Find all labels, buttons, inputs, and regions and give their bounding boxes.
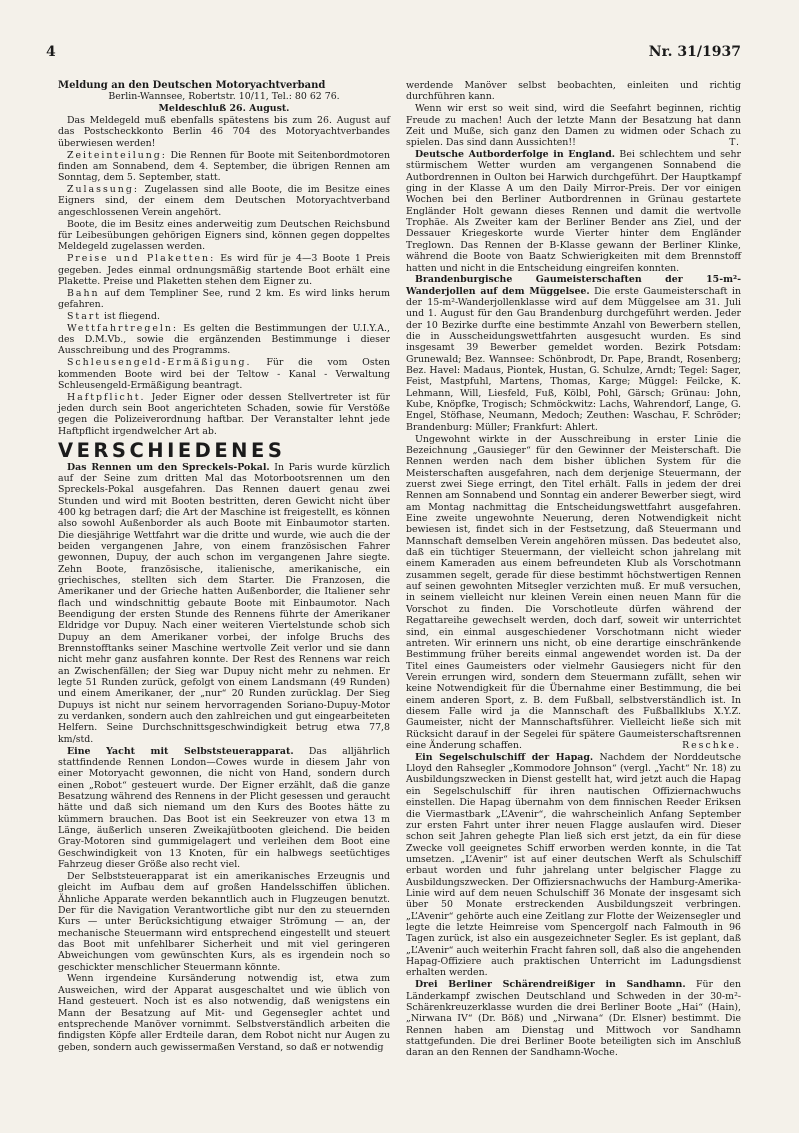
article-sandhamn-title: Drei Berliner Schärendreißiger in Sandhamn.	[415, 979, 686, 991]
signature-t: T.	[729, 137, 741, 149]
article-sandhamn-text: Für den Länderkampf zwischen Deutschland und Schweden in der 30-m²-Schärenkreuzerklasse wurden die drei Berliner Boote „Hai“ (Hain), „Nirwana IV“ (Dr. Böß) und „Nirwana“ (Dr. Elsner) bestimmt. Die Rennen haben am Dienstag und Mittwoch vor Sandhamn stattgefunden. Die drei Berliner Boote beteiligten sich im Anschluß daran an den Rennen der Sandhamn-Woche.	[406, 979, 741, 1059]
text-zeiteinteilung: Die Rennen für Boote mit Seitenbordmotoren finden am Sonnabend, dem 4. September, die übrigen Rennen am Sonntag, dem 5. September, statt.	[58, 149, 390, 184]
text-preise: Es wird für je 4—3 Boote 1 Preis gegeben. Jedes einmal ordnungsmäßig startende Boot erhält eine Plakette. Preise und Plaketten stehen dem Eigner zu.	[58, 253, 391, 287]
label-bahn: Bahn	[67, 287, 100, 299]
label-preise: Preise und Plaketten:	[67, 253, 216, 265]
text-wettfahrtregeln: Es gelten die Bestimmungen der U.I.Y.A., des D.M.Vb., sowie die ergänzenden Bestimmunge i dieser Ausschreibung und des Programms.	[58, 322, 390, 357]
article-autbord	[406, 149, 741, 274]
paragraph-schleusengeld	[58, 357, 390, 391]
issue-number: Nr. 31/1937	[648, 44, 741, 60]
right-column	[406, 80, 741, 1059]
section-heading: VERSCHIEDENES	[58, 439, 286, 463]
label-zulassung: Zulassung:	[67, 184, 139, 196]
article-gaumeister-p2	[406, 434, 741, 752]
article-spreckels-text: In Paris wurde kürzlich auf der Seine zum dritten Mal das Motorbootsrennen um den Spreckels-Pokal ausgefahren. Das Rennen dauert genau zwei Stunden und wird mit Booten bestritten, deren Gewicht nicht über 400 kg betragen darf; die Art der Maschine ist freigestellt, es können also sowohl Außenborder als auch Boote mit Einbaumotor starten. Die diesjährige Wettfahrt war die dritte und wurde, wie auch die der beiden vergangenen Jahre, von einem französischen Fahrer gewonnen, Dupuy, der auch schon im vergangenen Jahre siegte. Zehn Boote, französische, italienische, amerikanische, ein griechisches, stellten sich dem Starter. Die Franzosen, die Amerikaner und der Grieche hatten Außenborder, die Italiener sehr flach und windschnittig gebaute Boote mit Einbaumotor. Nach Beendigung der ersten Stunde des Rennens führte der Amerikaner Eldridge vor Dupuy. Nach einer weiteren Viertelstunde schob sich Dupuy an dem Amerikaner vorbei, der infolge Bruchs des Brennstofftanks seiner Maschine wertvolle Zeit verlor und sie dann nicht mehr ganz ausfahren konnte. Der Rest des Rennens war reich an Zwischenfällen; der Sieg war Dupuy nicht mehr zu nehmen. Er legte 51 Runden zurück, gefolgt von einem Landsmann (49 Runden) und einem Amerikaner, der „nur“ 20 Runden zurücklag. Der Sieg Dupuys ist nicht nur seinem hervorragenden Soriano-Dupuy-Motor zu verdanken, sondern auch den zahlreichen und gut eingearbeiteten Helfern. Seine Durchschnittsgeschwindigkeit betrug etwa 77,8 km/std.	[58, 461, 390, 745]
text-zulassung: Zugelassen sind alle Boote, die im Besitze eines Eigners sind, der einem dem Deutschen Motoryachtverband angeschlossenen Verein angehört.	[58, 184, 390, 218]
article-sandhamn	[406, 979, 741, 1058]
meldeschluss: Meldeschluß 26. August.	[158, 103, 290, 115]
article-hapag-title: Ein Segelschulschiff der Hapag.	[415, 751, 594, 763]
article-gaumeister	[406, 274, 741, 433]
article-yacht	[58, 746, 390, 871]
label-schleusengeld: Schleusengeld-Ermäßigung.	[67, 357, 252, 369]
label-start: Start	[67, 310, 102, 322]
label-zeiteinteilung: Zeiteinteilung:	[67, 149, 167, 161]
meldung-heading: Meldung an den Deutschen Motoryachtverband	[58, 80, 326, 91]
article-gaumeister-text: Die erste Gaumeisterschaft in der 15-m²-Wanderjollenklasse wird auf dem Müggelsee am 31. Juli und 1. August für den Gau Brandenburg durchgeführt werden. Jeder der 10 Bezirke durfte eine bestimmte Anzahl von Bewerbern stellen, die in Ausscheidungswettfahrten ausgesucht wurden. Es sind insgesamt 39 Bewerber gemeldet worden. Bezirk Potsdam: Grunewald; Bez. Wannsee: Schönbrodt, Dr. Pape, Brandt, Rosenberg; Bez. Havel: Madaus, Piontek, Hustan, G. Schulze, Arndt; Tegel: Sager, Feist, Mastpfuhl, Martens, Thomas, Karge; Müggel: Feilcke, K. Lehmann, Will, Liesfeld, Fuß, Kölbl, Pohl, Gärsch; Grünau: John, Kube, Knöpfke, Trogisch; Schmöckwitz: Lachs, Wahrendorf, Lange, G. Engel, Stöfhase, Neumann, Medoch; Zeuthen: Waschau, F. Schröder; Brandenburg: Müller; Frankfurt: Ahlert.	[406, 285, 741, 433]
article-spreckels-title: Das Rennen um den Spreckels-Pokal.	[67, 461, 270, 473]
paragraph-boote: Boote, die im Besitz eines anderweitig zum Deutschen Reichsbund für Leibesübungen gehörigen Eigners sind, können gegen doppeltes Meldegeld zugelassen werden.	[58, 218, 390, 253]
article-hapag-text: Nachdem der Norddeutsche Lloyd den Rahsegler „Kommodore Johnson“ (vergl. „Yacht“ Nr. 18) zu Ausbildungszwecken in Dienst gestellt hat, wird jetzt auch die Hapag ein Segelschulschiff für ihren nautischen Offiziernachwuchs einstellen. Die Hapag übernahm von dem finnischen Reeder Eriksen die Viermastbark „L’Avenir“, die wahrscheinlich Anfang September zur ersten Fahrt unter ihrer neuen Flagge auslaufen wird. Dieser schon seit Jahren gehegte Plan ließ sich erst jetzt, da ein für diese Zwecke voll geeignetes Schiff erworben werden konnte, in die Tat umsetzen. „L’Avenir“ ist auf einer deutschen Werft als Schulschiff erbaut worden und fuhr jahrelang unter belgischer Flagge zu Ausbildungszwecken. Der Offiziersnachwuchs der Hamburg-Amerika-Linie wird auf dem neuen Schulschiff 36 Monate der insgesamt sich über 50 Monate erstreckenden Ausbildungszeit verbringen. „L’Avenir“ gehörte auch eine Zeitlang zur Flotte der Weizensegler und legte die letzte Heimreise vom Spencergolf nach Falmouth in 96 Tagen zurück, ist also ein ausgezeichneter Segler. Es ist geplant, daß „L’Avenir“ auch weiterhin Fracht fahren soll, daß also die angehenden Hapag-Offiziere auch praktischen Unterricht im Ladungsdienst erhalten werden.	[406, 751, 741, 979]
text-haftpflicht: Jeder Eigner oder dessen Stellvertreter ist für jeden durch sein Boot angerichteten Schaden, sowie für Verstöße gegen die Polizeiverordnung haftbar. Der Veranstalter lehnt jede Haftpflicht irgendwelcher Art ab.	[58, 391, 390, 437]
paragraph-start	[58, 311, 390, 322]
text-seefahrt: Wenn wir erst so weit sind, wird die Seefahrt beginnen, richtig Freude zu machen! Auch der letzte Mann der Besatzung hat dann Zeit und Muße, sich ganz den Damen zu widmen oder Schach zu spielen. Das sind dann Aussichten!!	[406, 103, 741, 149]
paragraph-wettfahrtregeln	[58, 323, 390, 357]
article-gaumeister-title: Brandenburgische Gaumeisterschaften der 15-m²-Wanderjollen auf dem Müggelsee.	[406, 274, 741, 297]
text-schleusengeld: Für die vom Osten kommenden Boote wird bei der Teltow - Kanal - Verwaltung Schleusengeld-Ermäßigung beantragt.	[58, 357, 390, 391]
article-autbord-title: Deutsche Autborderfolge in England.	[415, 149, 616, 161]
label-haftpflicht: Haftpflicht.	[67, 391, 146, 403]
paragraph-seefahrt	[406, 103, 741, 148]
article-yacht-title: Eine Yacht mit Selbststeuerapparat.	[67, 745, 294, 757]
text-start: ist fliegend.	[101, 310, 160, 322]
left-column	[58, 80, 390, 1053]
yacht-continuation: werdende Manöver selbst beobachten, einleiten und richtig durchführen kann.	[406, 80, 741, 103]
text-bahn: auf dem Templiner See, rund 2 km. Es wird links herum gefahren.	[58, 287, 390, 311]
paragraph-preise	[58, 253, 390, 287]
article-autbord-text: Bei schlechtem und sehr stürmischem Wetter wurden am vergangenen Sonnabend die Autbordrennen in Oulton bei Harwich durchgeführt. Der Hauptkampf ging in der Klasse A um den Daily Mirror-Preis. Der vor einigen Wochen bei den Berliner Autbordrennen in Grünau gestartete Engländer Holt gewann dieses Rennen und damit die wertvolle Trophäe. Als Zweiter kam der Berliner Bender ans Ziel, und der Dessauer Kriegeskorte wurde Vierter hinter dem Engländer Treglown. Das Rennen der B-Klasse gewann der Berliner Klinke, während die Boote von Baatz Schwierigkeiten mit dem Brennstoff hatten und nicht in die Entscheidung eingreifen konnten.	[406, 149, 742, 274]
label-wettfahrtregeln: Wettfahrtregeln:	[67, 322, 179, 334]
signature-reschke: Reschke.	[682, 739, 741, 751]
paragraph-zulassung	[58, 184, 390, 218]
article-yacht-p2: Der Selbststeuerapparat ist ein amerikanisches Erzeugnis und gleicht im Aufbau dem auf großen Handelsschiffen üblichen. Ähnliche Apparate werden bekanntlich auch in Flugzeugen benutzt. Der für die Navigation Verantwortliche gibt nur den zu steuernden Kurs — unter Berücksichtigung etwaiger Strömung — an, der mechanische Steuermann wird entsprechend eingestellt und steuert das Boot mit unfehlbarer Sicherheit und mit viel geringeren Abweichungen vom gewünschten Kurs, als es irgendein noch so geschickter menschlicher Steuermann könnte.	[58, 870, 390, 973]
page-number: 4	[46, 44, 56, 60]
article-yacht-text: Das alljährlich stattfindende Rennen London—Cowes wurde in diesem Jahr von einer Motoryacht gewonnen, die nicht von Hand, sondern durch einen „Robot“ gesteuert wurde. Der Eigner erzählt, daß die ganze Besatzung während des Rennens in der Plicht gesessen und geraucht hätte und daß sich niemand um den Kurs des Bootes hätte zu kümmern brauchen. Das Boot ist ein Seekreuzer von etwa 13 m Länge, äußerlich unseren Zweikajütbooten gleichend. Die beiden Gray-Motoren sind gummigelagert und verleihen dem Boot eine Geschwindigkeit von 13 Knoten, für ein halbwegs seetüchtiges Fahrzeug dieser Größe also recht viel.	[58, 745, 391, 871]
article-yacht-p3: Wenn irgendeine Kursänderung notwendig ist, etwa zum Ausweichen, wird der Apparat ausgeschaltet und wie üblich von Hand gesteuert. Noch ist es also notwendig, daß wenigstens ein Mann der Besatzung auf Mit- und Gegensegler achtet und entsprechende Manöver vornimmt. Selbstverständlich arbeiten die findigsten Köpfe aller Erdteile daran, dem Robot nicht nur Augen zu geben, sondern auch gewissermaßen Verstand, so daß er notwendig	[58, 973, 390, 1053]
article-spreckels	[58, 462, 390, 746]
meldung-address: Berlin-Wannsee, Robertstr. 10/11, Tel.: 80 62 76.	[108, 91, 340, 103]
paragraph-haftpflicht	[58, 392, 390, 437]
paragraph-zeiteinteilung	[58, 150, 390, 184]
article-gaumeister-p2-text: Ungewohnt wirkte in der Ausschreibung in erster Linie die Bezeichnung „Gausieger“ für den Gewinner der Meisterschaft. Die Rennen werden nach dem bisher üblichen System für die Meisterschaften ausgefahren, nach dem derjenige Steuermann, der zuerst zwei Siege erringt, den Titel erhält. Falls in jedem der drei Rennen am Sonnabend und Sonntag ein anderer Bewerber siegt, wird am Montag nachmittag die Entscheidungswettfahrt ausgefahren. Eine zweite ungewohnte Neuerung, deren Notwendigkeit nicht bewiesen ist, findet sich in der Festsetzung, daß Steuermann und Mannschaft demselben Verein angehören müssen. Das bedeutet also, daß ein tüchtiger Steuermann, der vielleicht schon jahrelang mit einem Kameraden aus einem befreundeten Klub als Vorschotmann zusammen segelt, gerade für diese bestimmt höchstwertigen Rennen auf seinen gewohnten Mitsegler verzichten muß. Er muß versuchen, in seinem vielleicht nur kleinen Verein einen neuen Mann für die Vorschot zu finden. Die Vorschotleute dürfen während der Regattareihe gewechselt werden, doch darf, soweit wir unterrichtet sind, ein einmal ausgeschiedener Vorschotmann nicht wieder antreten. Wir erinnern uns nicht, ob eine derartige einschränkende Bestimmung früher bereits einmal angewendet worden ist. Da der Titel eines Gaumeisters oder vielmehr Gausiegers nicht für den Verein errungen wird, sondern dem Steuermann zufällt, sehen wir keine Notwendigkeit für die Übernahme einer Bestimmung, die bei einem anderen Sport, z. B. dem Fußball, selbstverständlich ist. In diesem Falle wird ja die Mannschaft des Fußballklubs X.Y.Z. Gaumeister, nicht der Mannschaftsführer. Vielleicht ließe sich mit Rücksicht darauf in der Segelei für spätere Gaumeisterschaftsrennen eine Änderung schaffen.	[406, 433, 741, 751]
paragraph-meldegeld: Das Meldegeld muß ebenfalls spätestens bis zum 26. August auf das Postscheckkonto Berlin 46 704 des Motoryachtverbandes überwiesen werden!	[58, 115, 390, 149]
article-hapag	[406, 752, 741, 979]
paragraph-bahn	[58, 288, 390, 311]
